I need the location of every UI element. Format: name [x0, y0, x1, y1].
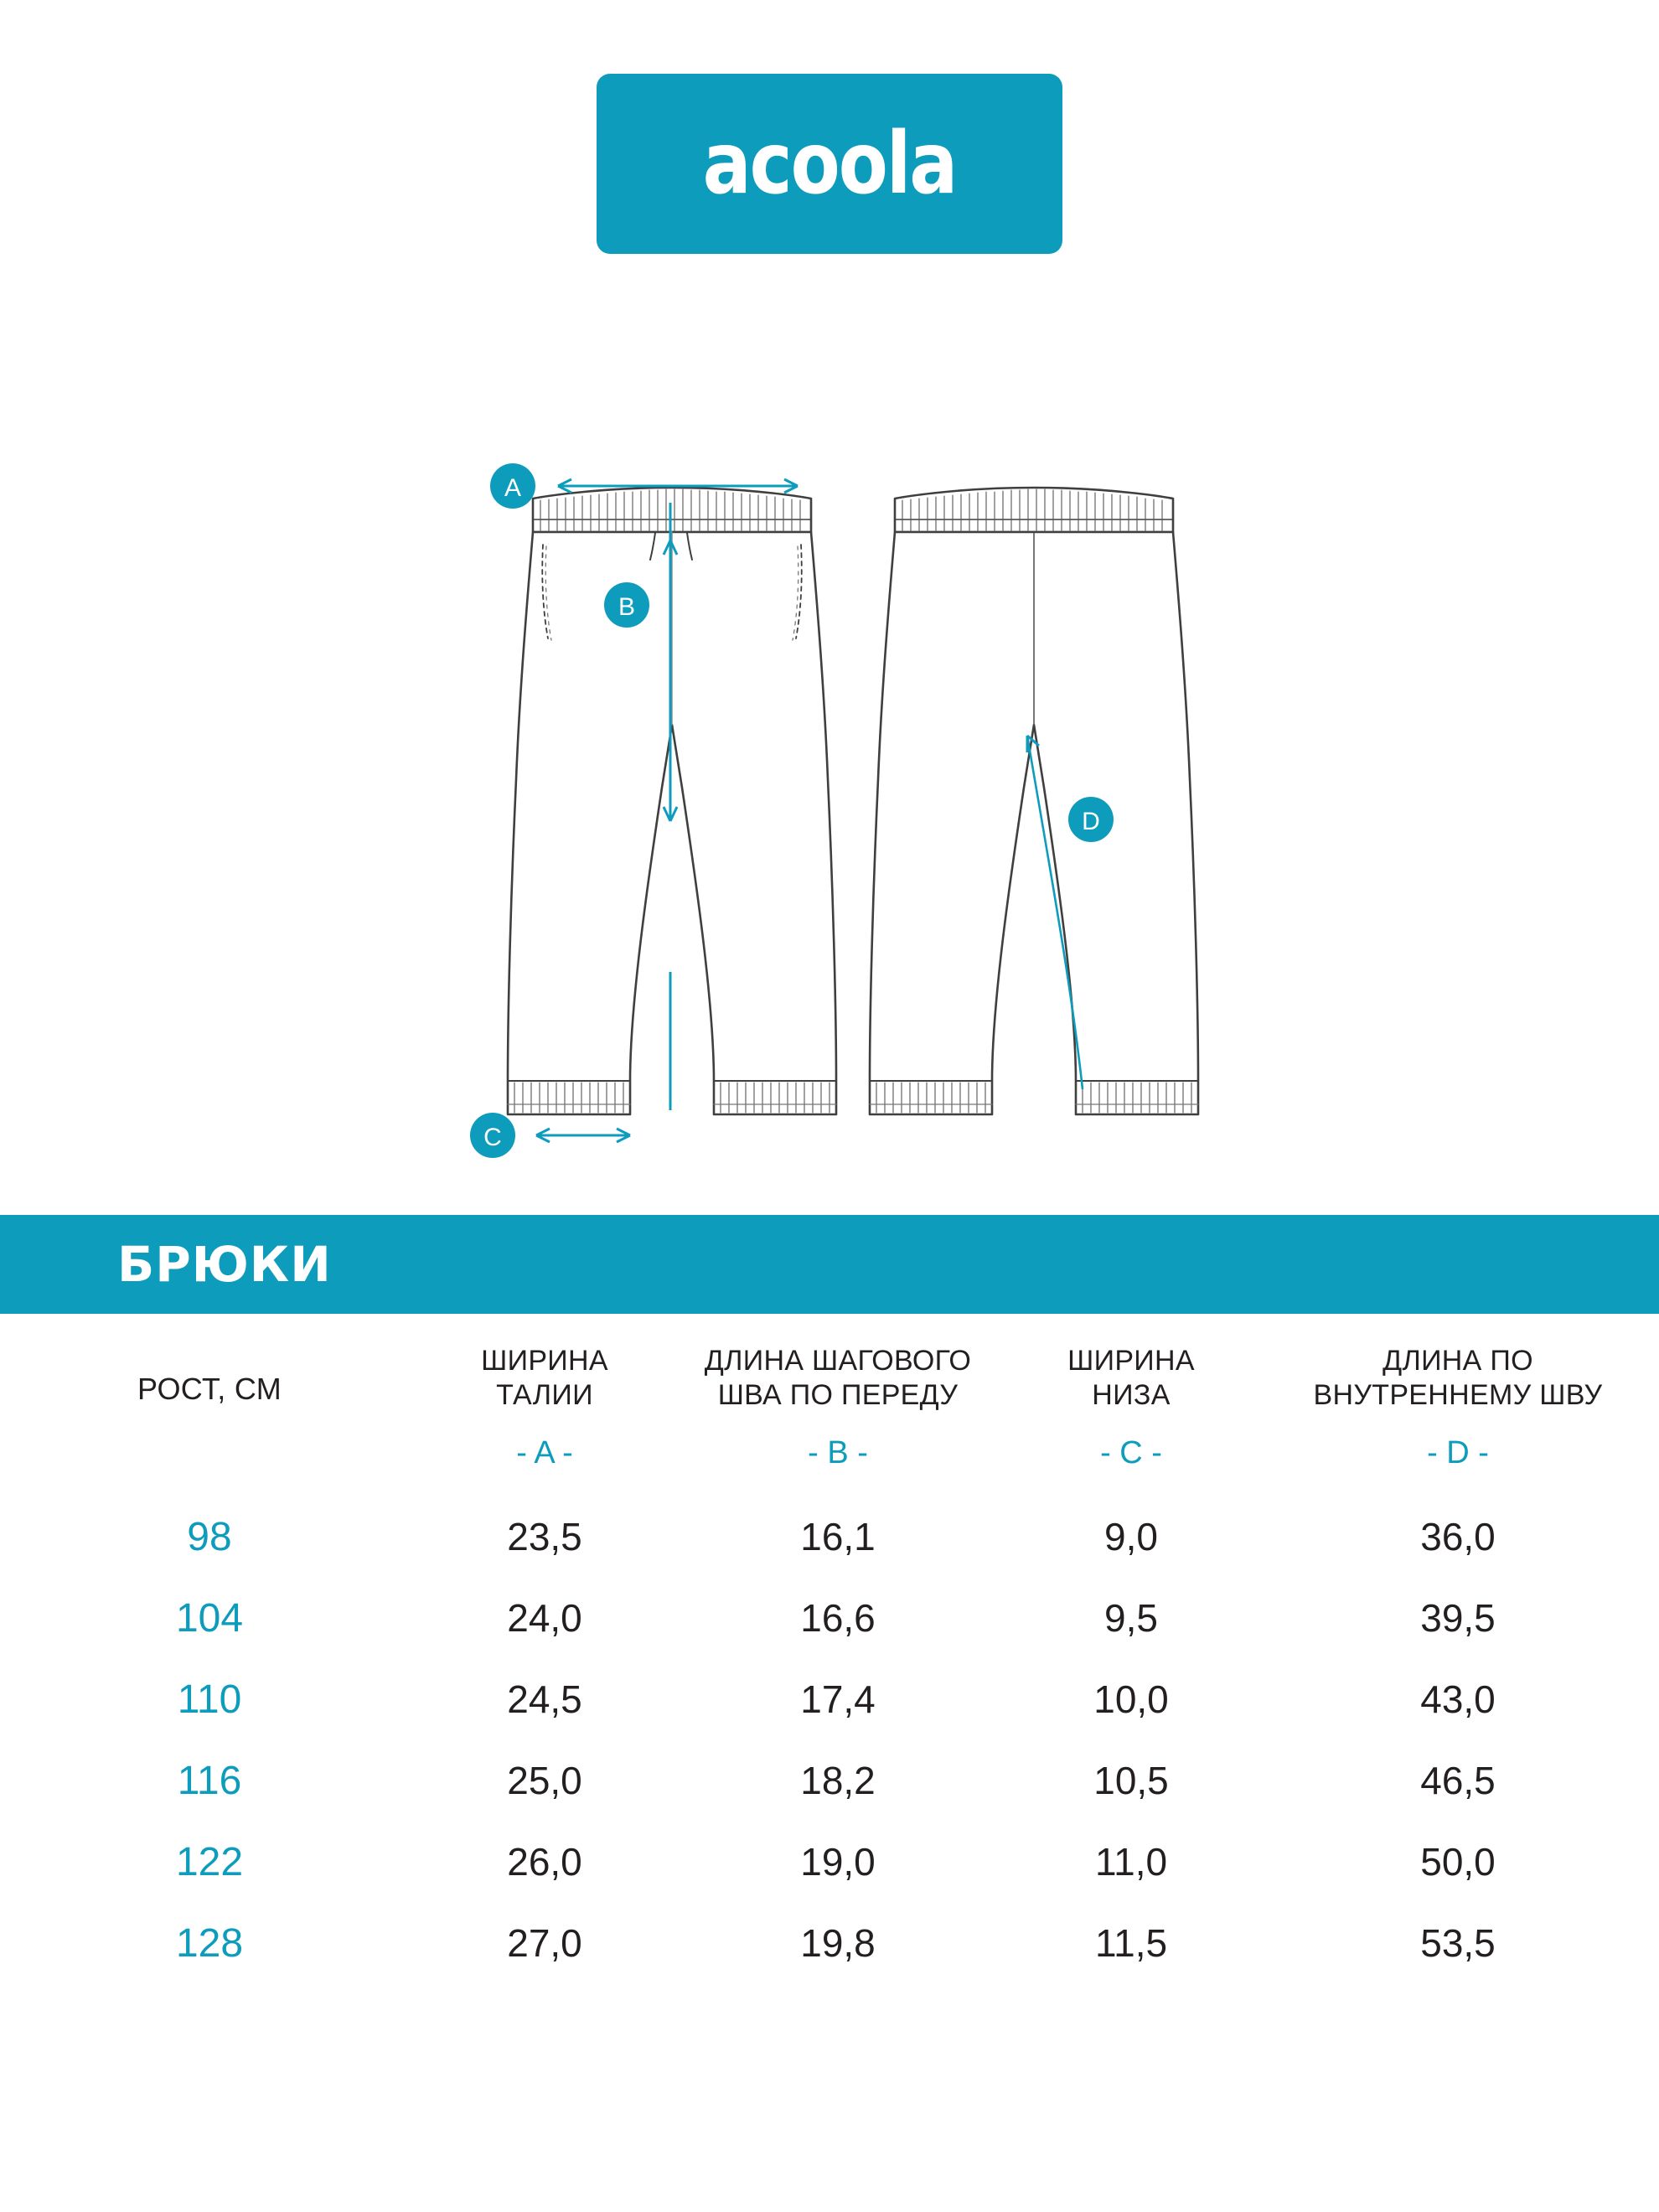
column-header-hem-width: ШИРИНА НИЗА [1067, 1345, 1195, 1412]
cell-d: 46,5 [1420, 1759, 1496, 1803]
cell-size: 128 [175, 1920, 244, 1966]
cell-d: 36,0 [1420, 1515, 1496, 1559]
cell-a: 24,0 [507, 1596, 582, 1641]
brand-logo [597, 74, 1062, 254]
cell-c: 10,5 [1093, 1759, 1169, 1803]
cell-b: 19,8 [800, 1921, 876, 1966]
brand-logo-text: acoola [702, 114, 957, 214]
letter-cell-d: - D - [1427, 1434, 1489, 1470]
table-letter-row [0, 1422, 1659, 1496]
cell-a: 23,5 [507, 1515, 582, 1559]
letter-cell-a: - A - [516, 1434, 573, 1470]
table-row [0, 1822, 1659, 1903]
table-row [0, 1496, 1659, 1578]
letter-cell-empty [0, 1422, 419, 1496]
column-header-waist-width: ШИРИНА ТАЛИИ [481, 1345, 608, 1412]
cell-b: 19,0 [800, 1840, 876, 1884]
cell-size: 122 [175, 1839, 244, 1884]
cell-size: 104 [175, 1595, 244, 1641]
cell-c: 11,5 [1094, 1921, 1168, 1966]
section-title-bar [0, 1215, 1659, 1314]
page-title: БРЮКИ [117, 1236, 332, 1293]
table-row [0, 1578, 1659, 1659]
size-table [0, 1314, 1659, 1984]
cell-b: 18,2 [800, 1759, 876, 1803]
cell-a: 24,5 [507, 1677, 582, 1722]
column-header-inseam: ДЛИНА ПО ВНУТРЕННЕМУ ШВУ [1313, 1345, 1603, 1412]
cell-a: 25,0 [507, 1759, 582, 1803]
cell-d: 43,0 [1420, 1677, 1496, 1722]
cell-b: 16,1 [800, 1515, 876, 1559]
table-row [0, 1740, 1659, 1822]
cell-c: 9,5 [1104, 1596, 1158, 1641]
cell-b: 17,4 [800, 1677, 876, 1722]
cell-size: 116 [177, 1758, 242, 1803]
table-header-row [0, 1314, 1659, 1422]
svg-text:D: D [1082, 808, 1100, 835]
svg-text:C: C [483, 1124, 502, 1151]
cell-d: 50,0 [1420, 1840, 1496, 1884]
table-row [0, 1903, 1659, 1984]
column-header-front-rise: ДЛИНА ШАГОВОГО ШВА ПО ПЕРЕДУ [704, 1345, 972, 1412]
svg-text:A: A [504, 474, 522, 502]
letter-cell-b: - B - [808, 1434, 868, 1470]
cell-a: 27,0 [507, 1921, 582, 1966]
cell-d: 53,5 [1420, 1921, 1496, 1966]
cell-size: 110 [177, 1677, 242, 1722]
cell-d: 39,5 [1420, 1596, 1496, 1641]
cell-c: 9,0 [1104, 1515, 1158, 1559]
cell-c: 11,0 [1094, 1840, 1168, 1884]
cell-b: 16,6 [800, 1596, 876, 1641]
pants-technical-drawing [0, 419, 1659, 1215]
cell-size: 98 [187, 1514, 232, 1559]
column-header-height: РОСТ, СМ [137, 1371, 282, 1406]
letter-cell-c: - C - [1100, 1434, 1162, 1470]
table-row [0, 1659, 1659, 1740]
cell-c: 10,0 [1093, 1677, 1169, 1722]
svg-text:B: B [618, 593, 636, 621]
cell-a: 26,0 [507, 1840, 582, 1884]
